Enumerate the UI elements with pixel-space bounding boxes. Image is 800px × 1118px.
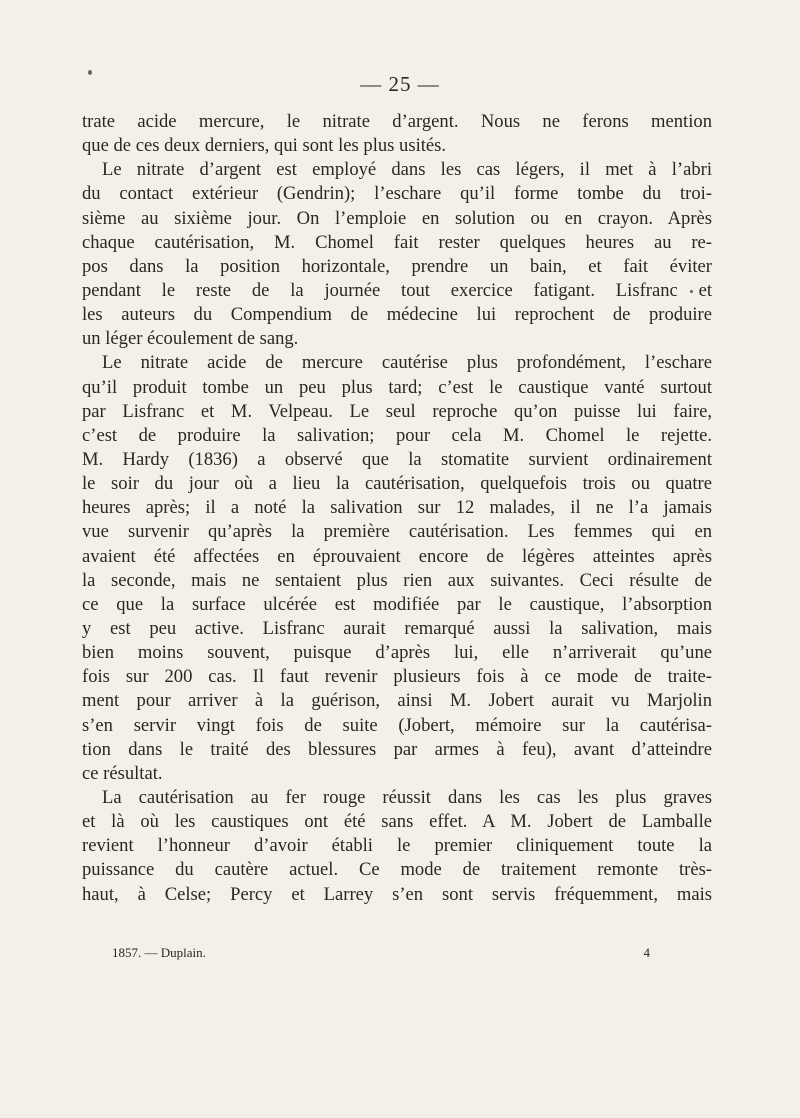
text-line: trate acide mercure, le nitrate d’argent. Nous ne ferons mention <box>82 111 712 132</box>
printer-signature: 1857. — Duplain. <box>112 945 206 960</box>
text-line: c’est de produire la salivation; pour cela M. Chomel le rejette. <box>82 424 712 446</box>
body-text <box>82 110 712 907</box>
text-line: sième au sixième jour. On l’emploie en solution ou en crayon. Après <box>82 207 712 229</box>
text-line: qu’il produit tombe un peu plus tard; c’est le caustique vanté surtout <box>82 376 712 398</box>
text-line: tion dans le traité des blessures par armes à feu), avant d’atteindre <box>82 738 712 760</box>
text-line: la seconde, mais ne sentaient plus rien aux suivantes. Ceci résulte de <box>82 569 712 591</box>
text-line: ment pour arriver à la guérison, ainsi M. Jobert aurait vu Marjolin <box>82 690 712 712</box>
text-line: Le nitrate d’argent est employé dans les cas légers, il met à l’abri <box>102 159 712 181</box>
text-line: le soir du jour où a lieu la cautérisation, quelquefois trois ou quatre <box>82 473 712 495</box>
text-line: et là où les caustiques ont été sans effet. A M. Jobert de Lamballe <box>82 811 712 833</box>
page-number: — 25 — <box>360 72 440 96</box>
text-line: les auteurs du Compendium de médecine lui reprochent de produire <box>82 304 712 326</box>
text-line: Le nitrate acide de mercure cautérise plus profondément, l’eschare <box>102 352 712 374</box>
text-line: M. Hardy (1836) a observé que la stomatite survient ordinairement <box>82 448 712 470</box>
text-line: avaient été affectées en éprouvaient encore de légères atteintes après <box>82 545 712 567</box>
text-line: puissance du cautère actuel. Ce mode de traitement remonte très- <box>82 859 712 881</box>
text-line: heures après; il a noté la salivation sur 12 malades, il ne l’a jamais <box>82 497 712 519</box>
text-line: chaque cautérisation, M. Chomel fait rester quelques heures au re- <box>82 231 712 253</box>
text-line: pendant le reste de la journée tout exercice fatigant. Lisfranc et <box>82 279 712 301</box>
signature-mark: 4 <box>643 945 650 960</box>
text-line: La cautérisation au fer rouge réussit dans les cas les plus graves <box>102 786 712 808</box>
text-line: vue survenir qu’après la première cautérisation. Les femmes qui en <box>82 521 712 543</box>
text-line: s’en servir vingt fois de suite (Jobert, mémoire sur la cautérisa- <box>82 714 712 736</box>
page-footer <box>112 945 650 961</box>
text-line: bien moins souvent, puisque d’après lui, elle n’arriverait qu’une <box>82 642 712 664</box>
text-line: haut, à Celse; Percy et Larrey s’en sont servis fréquemment, mais <box>82 883 712 905</box>
text-line: revient l’honneur d’avoir établi le premier cliniquement toute la <box>82 835 712 857</box>
text-line: pos dans la position horizontale, prendre un bain, et fait éviter <box>82 255 712 277</box>
text-line: un léger écoulement de sang. <box>82 328 299 350</box>
text-line: fois sur 200 cas. Il faut revenir plusieurs fois à ce mode de traite- <box>82 666 712 688</box>
text-line: y est peu active. Lisfranc aurait remarqué aussi la salivation, mais <box>82 617 712 639</box>
text-line: par Lisfranc et M. Velpeau. Le seul reproche qu’on puisse lui faire, <box>82 400 712 422</box>
text-line: que de ces deux derniers, qui sont les plus usités. <box>82 135 447 157</box>
text-line: du contact extérieur (Gendrin); l’eschare qu’il forme tombe du troi- <box>82 183 712 205</box>
text-line: ce résultat. <box>82 762 163 784</box>
text-line: ce que la surface ulcérée est modifiée par le caustique, l’absorption <box>82 593 712 615</box>
